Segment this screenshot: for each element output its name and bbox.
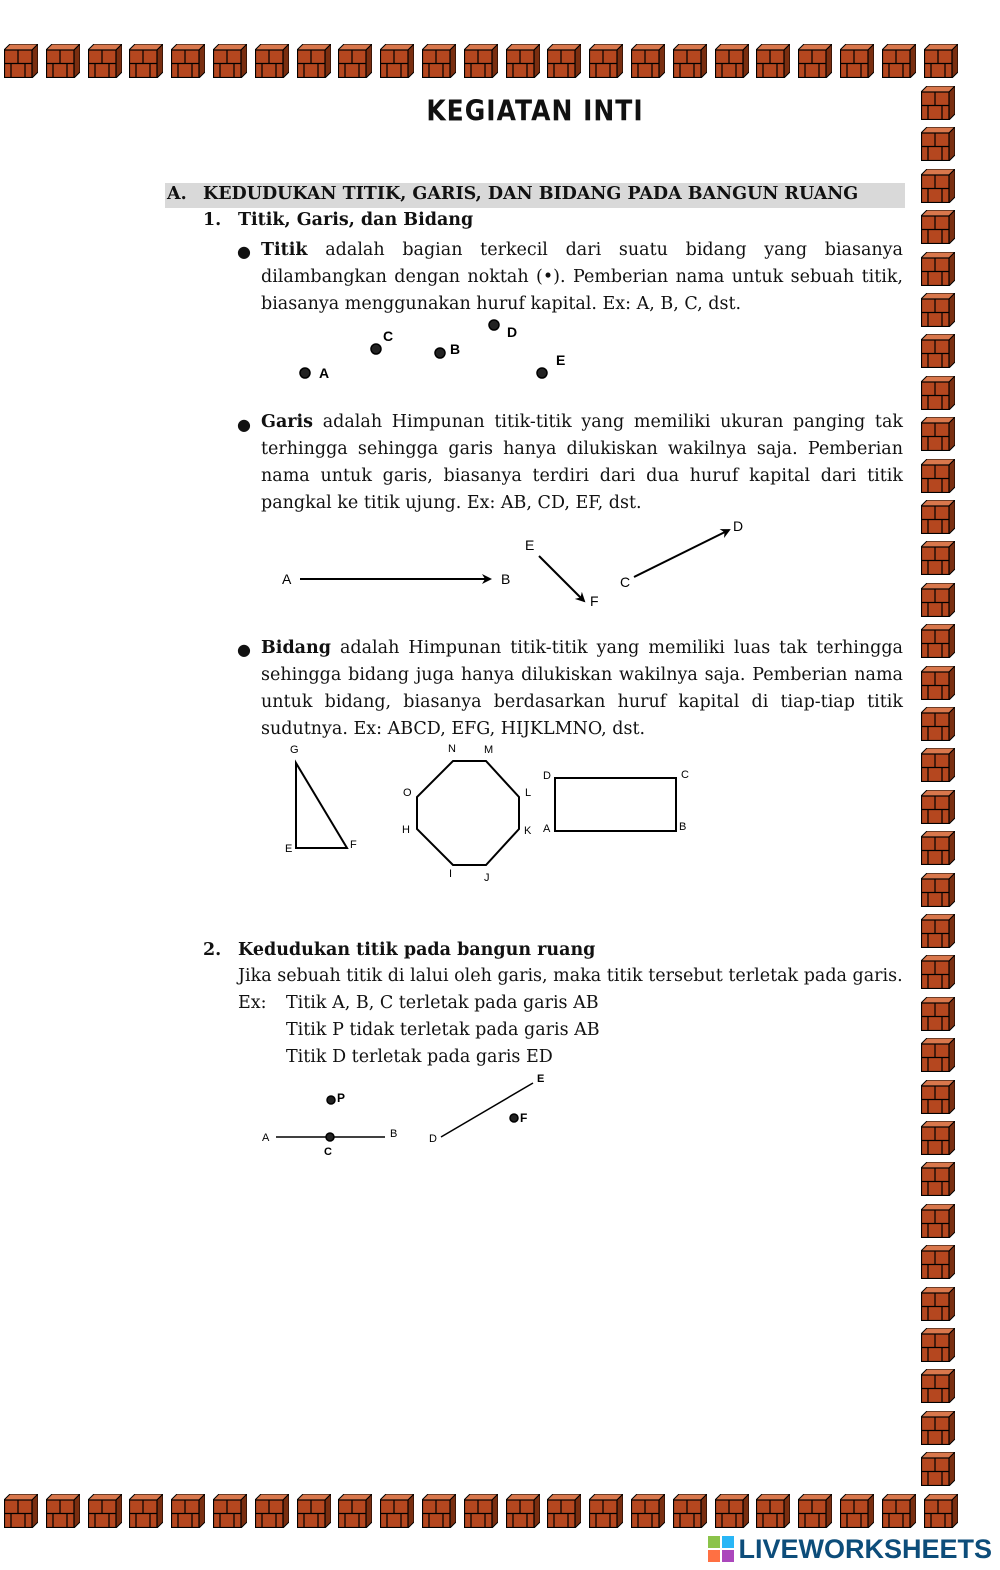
point-label: C: [383, 328, 394, 344]
plane-label: J: [484, 872, 490, 884]
subsection-2-intro: Jika sebuah titik di lalui oleh garis, maka titik tersebut terletak pada garis.: [238, 966, 903, 986]
plane-label: A: [543, 823, 551, 835]
watermark: [708, 1534, 992, 1564]
example-item: Titik P tidak terletak pada garis AB: [286, 1020, 600, 1040]
plane-label: F: [350, 839, 357, 851]
point-label: B: [450, 341, 461, 357]
point-label: C: [324, 1146, 332, 1158]
line-label: F: [590, 593, 599, 609]
bullet-dot: ●: [237, 415, 251, 434]
plane-label: I: [449, 868, 453, 880]
point-label: D: [507, 324, 518, 340]
plane-label: C: [681, 769, 689, 781]
point-label: P: [337, 1091, 346, 1105]
page-title: KEGIATAN INTI: [426, 93, 644, 128]
example-item: Titik A, B, C terletak pada garis AB: [286, 993, 599, 1013]
garis-text: adalah Himpunan titik-titik yang memiliki ukuran panging tak terhingga sehingga garis hanya dilukiskan wakilnya saja. Pemberian nama untuk garis, biasanya terdiri dari dua huruf kapital dari titik pangkal ke titik ujung. Ex: AB, CD, EF, dst.: [261, 412, 903, 513]
titik-text: adalah bagian terkecil dari suatu bidang yang biasanya dilambangkan dengan noktah (•). Pemberian nama untuk sebuah titik, biasanya menggunakan huruf kapital. Ex: A, B, C, dst.: [261, 240, 903, 314]
point-p-dot: [327, 1096, 335, 1104]
bullet-dot: ●: [237, 242, 251, 261]
bidang-term: Bidang: [261, 638, 331, 658]
line-label: E: [525, 537, 535, 553]
plane-label: M: [484, 744, 494, 756]
point-label: E: [556, 352, 566, 368]
point-label: A: [262, 1132, 270, 1144]
example-item: Titik D terletak pada garis ED: [286, 1047, 553, 1067]
plane-label: G: [290, 744, 299, 756]
point-label: D: [429, 1133, 437, 1145]
subsection-2-title: Kedudukan titik pada bangun ruang: [238, 940, 596, 960]
plane-label: H: [402, 824, 410, 836]
garis-term: Garis: [261, 412, 314, 432]
line-label: A: [282, 571, 292, 587]
point-label: B: [390, 1128, 398, 1140]
plane-label: L: [525, 787, 532, 799]
example-label: Ex:: [238, 993, 267, 1013]
line-label: D: [733, 518, 744, 534]
plane-label: K: [524, 825, 532, 837]
line-label: B: [501, 571, 511, 587]
line-label: C: [620, 574, 631, 590]
section-title: KEDUDUKAN TITIK, GARIS, DAN BIDANG PADA BANGUN RUANG: [203, 184, 859, 204]
titik-term: Titik: [261, 240, 308, 260]
point-label: F: [520, 1111, 528, 1125]
point-c-dot: [326, 1133, 334, 1141]
bullet-dot: ●: [237, 640, 251, 659]
plane-label: O: [403, 787, 412, 799]
subsection-2-number: 2.: [203, 940, 222, 960]
plane-label: N: [448, 743, 456, 755]
point-label: E: [537, 1073, 545, 1085]
section-number: A.: [167, 184, 187, 204]
watermark-text: LIVEWORKSHEETS: [738, 1533, 992, 1564]
point-f-dot: [510, 1114, 518, 1122]
subsection-1-number: 1.: [203, 210, 222, 230]
plane-label: B: [679, 821, 687, 833]
subsection-1-title: Titik, Garis, dan Bidang: [238, 210, 474, 230]
plane-label: E: [285, 843, 293, 855]
plane-label: D: [543, 770, 551, 782]
bidang-text: adalah Himpunan titik-titik yang memiliki luas tak terhingga sehingga bidang juga hanya dilukiskan wakilnya saja. Pemberian nama untuk bidang, biasanya berdasarkan huruf kapital di tiap-tiap titik sudutnya. Ex: ABCD, EFG, HIJKLMNO, dst.: [261, 638, 903, 739]
liveworksheets-logo-icon: [708, 1536, 734, 1562]
line-ed: [441, 1083, 533, 1137]
point-label: A: [319, 365, 330, 381]
